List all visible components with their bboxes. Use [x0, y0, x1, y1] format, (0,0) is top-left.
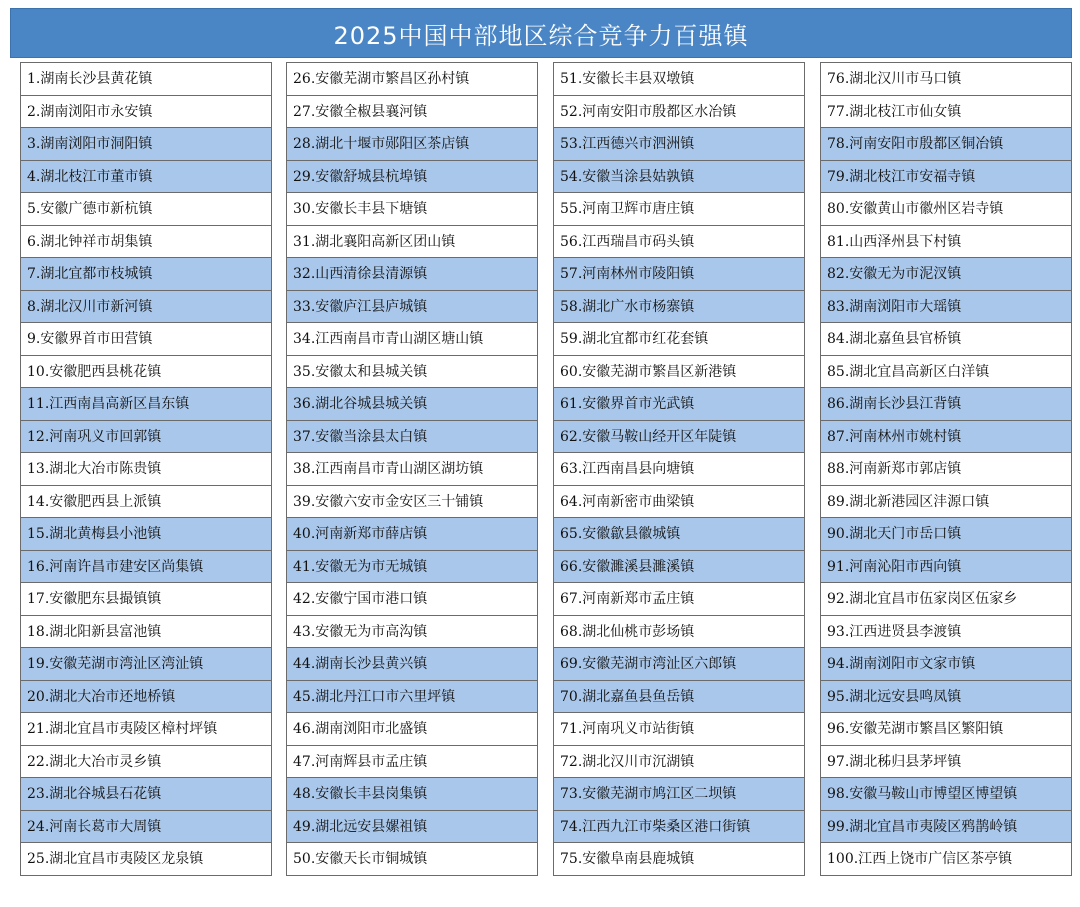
ranking-row: 29.安徽舒城县杭埠镇: [286, 161, 538, 194]
ranking-row: 58.湖北广水市杨寨镇: [553, 291, 805, 324]
ranking-row: 37.安徽当涂县太白镇: [286, 421, 538, 454]
ranking-row: 69.安徽芜湖市湾沚区六郎镇: [553, 648, 805, 681]
ranking-row: 96.安徽芜湖市繁昌区繁阳镇: [820, 713, 1072, 746]
ranking-row: 85.湖北宜昌高新区白洋镇: [820, 356, 1072, 389]
ranking-row: 90.湖北天门市岳口镇: [820, 518, 1072, 551]
ranking-row: 51.安徽长丰县双墩镇: [553, 63, 805, 96]
ranking-row: 50.安徽天长市铜城镇: [286, 843, 538, 876]
ranking-row: 45.湖北丹江口市六里坪镇: [286, 681, 538, 714]
ranking-row: 71.河南巩义市站街镇: [553, 713, 805, 746]
ranking-row: 8.湖北汉川市新河镇: [20, 291, 272, 324]
ranking-row: 35.安徽太和县城关镇: [286, 356, 538, 389]
ranking-row: 20.湖北大冶市还地桥镇: [20, 681, 272, 714]
ranking-row: 43.安徽无为市高沟镇: [286, 616, 538, 649]
ranking-row: 16.河南许昌市建安区尚集镇: [20, 551, 272, 584]
ranking-row: 74.江西九江市柴桑区港口街镇: [553, 811, 805, 844]
ranking-row: 40.河南新郑市薛店镇: [286, 518, 538, 551]
ranking-row: 57.河南林州市陵阳镇: [553, 258, 805, 291]
ranking-row: 26.安徽芜湖市繁昌区孙村镇: [286, 63, 538, 96]
ranking-row: 30.安徽长丰县下塘镇: [286, 193, 538, 226]
ranking-row: 42.安徽宁国市港口镇: [286, 583, 538, 616]
ranking-row: 62.安徽马鞍山经开区年陡镇: [553, 421, 805, 454]
ranking-row: 3.湖南浏阳市洞阳镇: [20, 128, 272, 161]
ranking-row: 17.安徽肥东县撮镇镇: [20, 583, 272, 616]
ranking-row: 46.湖南浏阳市北盛镇: [286, 713, 538, 746]
ranking-row: 89.湖北新港园区沣源口镇: [820, 486, 1072, 519]
ranking-row: 52.河南安阳市殷都区水冶镇: [553, 96, 805, 129]
ranking-row: 88.河南新郑市郭店镇: [820, 453, 1072, 486]
ranking-row: 98.安徽马鞍山市博望区博望镇: [820, 778, 1072, 811]
ranking-row: 68.湖北仙桃市彭场镇: [553, 616, 805, 649]
ranking-columns: [20, 62, 1072, 900]
ranking-row: 84.湖北嘉鱼县官桥镇: [820, 323, 1072, 356]
ranking-row: 25.湖北宜昌市夷陵区龙泉镇: [20, 843, 272, 876]
ranking-row: 44.湖南长沙县黄兴镇: [286, 648, 538, 681]
ranking-column-3: [553, 62, 805, 876]
ranking-row: 28.湖北十堰市郧阳区茶店镇: [286, 128, 538, 161]
ranking-row: 78.河南安阳市殷都区铜冶镇: [820, 128, 1072, 161]
ranking-row: 64.河南新密市曲梁镇: [553, 486, 805, 519]
ranking-row: 39.安徽六安市金安区三十铺镇: [286, 486, 538, 519]
ranking-row: 11.江西南昌高新区昌东镇: [20, 388, 272, 421]
ranking-row: 94.湖南浏阳市文家市镇: [820, 648, 1072, 681]
ranking-row: 65.安徽歙县徽城镇: [553, 518, 805, 551]
ranking-row: 27.安徽全椒县襄河镇: [286, 96, 538, 129]
ranking-row: 76.湖北汉川市马口镇: [820, 63, 1072, 96]
ranking-column-2: [286, 62, 538, 876]
ranking-row: 59.湖北宜都市红花套镇: [553, 323, 805, 356]
ranking-row: 32.山西清徐县清源镇: [286, 258, 538, 291]
ranking-row: 34.江西南昌市青山湖区塘山镇: [286, 323, 538, 356]
ranking-row: 61.安徽界首市光武镇: [553, 388, 805, 421]
ranking-row: 75.安徽阜南县鹿城镇: [553, 843, 805, 876]
ranking-row: 23.湖北谷城县石花镇: [20, 778, 272, 811]
ranking-row: 72.湖北汉川市沉湖镇: [553, 746, 805, 779]
ranking-row: 2.湖南浏阳市永安镇: [20, 96, 272, 129]
ranking-row: 14.安徽肥西县上派镇: [20, 486, 272, 519]
ranking-row: 12.河南巩义市回郭镇: [20, 421, 272, 454]
table-title: 2025中国中部地区综合竞争力百强镇: [10, 8, 1072, 58]
ranking-row: 6.湖北钟祥市胡集镇: [20, 226, 272, 259]
ranking-row: 100.江西上饶市广信区茶亭镇: [820, 843, 1072, 876]
ranking-row: 87.河南林州市姚村镇: [820, 421, 1072, 454]
ranking-row: 56.江西瑞昌市码头镇: [553, 226, 805, 259]
ranking-row: 48.安徽长丰县岗集镇: [286, 778, 538, 811]
ranking-row: 47.河南辉县市孟庄镇: [286, 746, 538, 779]
ranking-row: 15.湖北黄梅县小池镇: [20, 518, 272, 551]
ranking-row: 10.安徽肥西县桃花镇: [20, 356, 272, 389]
ranking-row: 9.安徽界首市田营镇: [20, 323, 272, 356]
ranking-row: 83.湖南浏阳市大瑶镇: [820, 291, 1072, 324]
ranking-row: 97.湖北秭归县茅坪镇: [820, 746, 1072, 779]
ranking-row: 95.湖北远安县鸣凤镇: [820, 681, 1072, 714]
ranking-row: 21.湖北宜昌市夷陵区樟村坪镇: [20, 713, 272, 746]
ranking-column-4: [820, 62, 1072, 876]
ranking-row: 4.湖北枝江市董市镇: [20, 161, 272, 194]
ranking-row: 22.湖北大冶市灵乡镇: [20, 746, 272, 779]
ranking-row: 38.江西南昌市青山湖区湖坊镇: [286, 453, 538, 486]
ranking-row: 70.湖北嘉鱼县鱼岳镇: [553, 681, 805, 714]
ranking-column-1: [20, 62, 272, 876]
ranking-row: 31.湖北襄阳高新区团山镇: [286, 226, 538, 259]
ranking-row: 73.安徽芜湖市鸠江区二坝镇: [553, 778, 805, 811]
ranking-row: 33.安徽庐江县庐城镇: [286, 291, 538, 324]
ranking-row: 13.湖北大冶市陈贵镇: [20, 453, 272, 486]
ranking-row: 77.湖北枝江市仙女镇: [820, 96, 1072, 129]
ranking-row: 1.湖南长沙县黄花镇: [20, 63, 272, 96]
ranking-row: 7.湖北宜都市枝城镇: [20, 258, 272, 291]
ranking-row: 60.安徽芜湖市繁昌区新港镇: [553, 356, 805, 389]
ranking-row: 63.江西南昌县向塘镇: [553, 453, 805, 486]
ranking-row: 18.湖北阳新县富池镇: [20, 616, 272, 649]
ranking-row: 55.河南卫辉市唐庄镇: [553, 193, 805, 226]
ranking-row: 82.安徽无为市泥汊镇: [820, 258, 1072, 291]
ranking-row: 67.河南新郑市孟庄镇: [553, 583, 805, 616]
ranking-row: 54.安徽当涂县姑孰镇: [553, 161, 805, 194]
ranking-row: 41.安徽无为市无城镇: [286, 551, 538, 584]
ranking-row: 79.湖北枝江市安福寺镇: [820, 161, 1072, 194]
ranking-row: 19.安徽芜湖市湾沚区湾沚镇: [20, 648, 272, 681]
ranking-row: 86.湖南长沙县江背镇: [820, 388, 1072, 421]
ranking-row: 24.河南长葛市大周镇: [20, 811, 272, 844]
ranking-row: 91.河南沁阳市西向镇: [820, 551, 1072, 584]
ranking-row: 36.湖北谷城县城关镇: [286, 388, 538, 421]
ranking-row: 80.安徽黄山市徽州区岩寺镇: [820, 193, 1072, 226]
ranking-row: 92.湖北宜昌市伍家岗区伍家乡: [820, 583, 1072, 616]
ranking-row: 93.江西进贤县李渡镇: [820, 616, 1072, 649]
ranking-row: 81.山西泽州县下村镇: [820, 226, 1072, 259]
ranking-row: 49.湖北远安县嫘祖镇: [286, 811, 538, 844]
ranking-row: 66.安徽濉溪县濉溪镇: [553, 551, 805, 584]
ranking-row: 53.江西德兴市泗洲镇: [553, 128, 805, 161]
ranking-row: 5.安徽广德市新杭镇: [20, 193, 272, 226]
ranking-row: 99.湖北宜昌市夷陵区鸦鹊岭镇: [820, 811, 1072, 844]
